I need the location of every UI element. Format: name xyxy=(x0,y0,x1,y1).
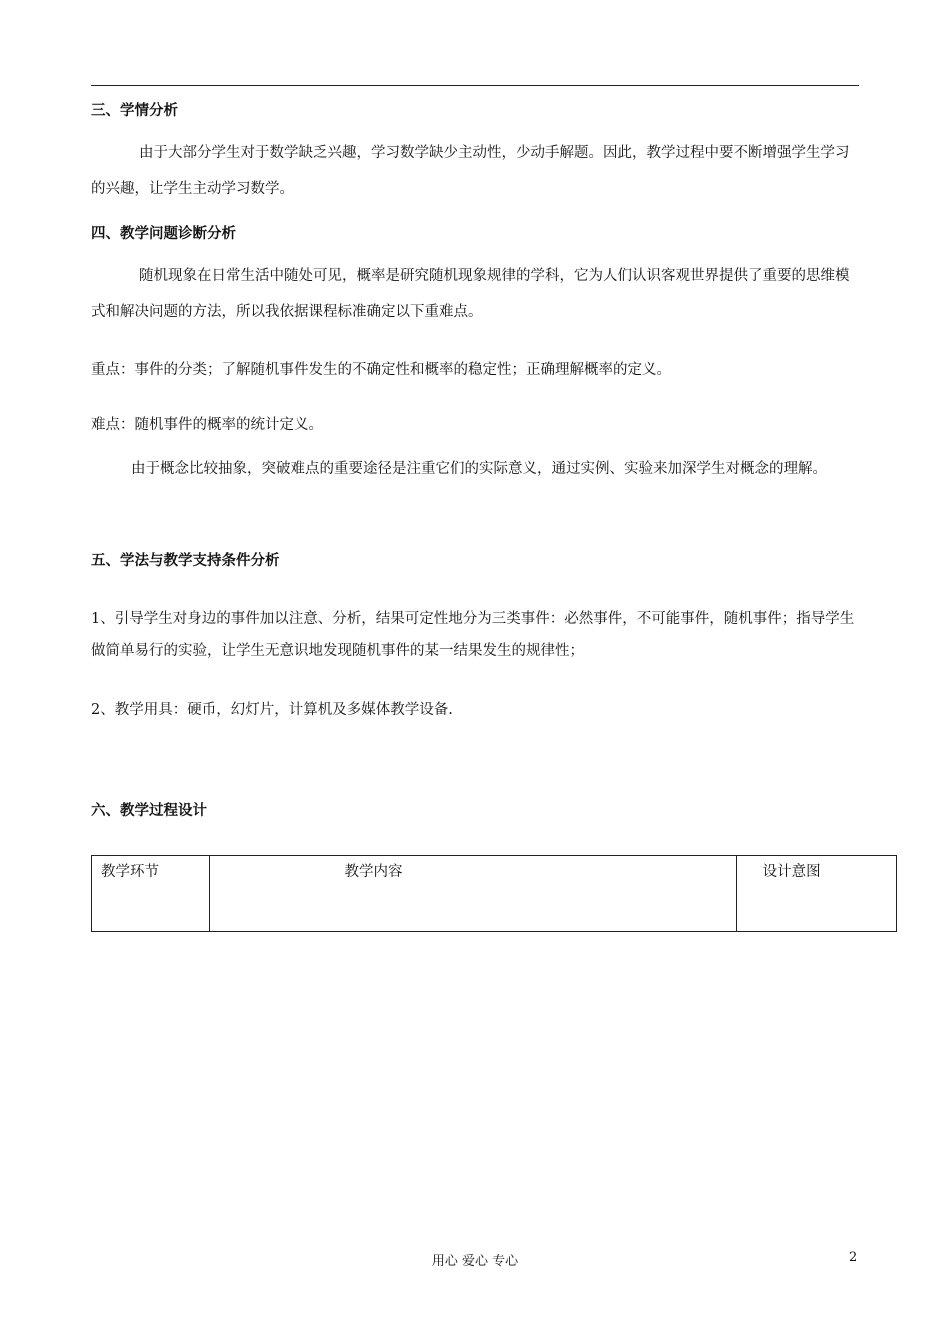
table-header-cell: 教学内容 xyxy=(209,856,736,932)
header-rule xyxy=(91,85,859,86)
process-design-table xyxy=(91,855,897,932)
table-header-row xyxy=(92,856,897,932)
section-3-paragraph: 由于大部分学生对于数学缺乏兴趣，学习数学缺少主动性，少动手解题。因此，教学过程中要不断增强学生学习的兴趣，让学生主动学习数学。 xyxy=(91,145,850,197)
section-5-item-2: 2、教学用具：硬币，幻灯片，计算机及多媒体教学设备. xyxy=(91,702,453,718)
difficulty-text: 难点：随机事件的概率的统计定义。 xyxy=(91,417,323,433)
section-3-heading: 三、学情分析 xyxy=(91,103,178,119)
section-4-heading: 四、教学问题诊断分析 xyxy=(91,226,236,242)
section-5-item-1: 1、引导学生对身边的事件加以注意、分析，结果可定性地分为三类事件：必然事件，不可能事件，随机事件；指导学生做简单易行的实验，让学生无意识地发现随机事件的某一结果发生的规律性； xyxy=(91,611,855,659)
section-4-paragraph-2: 由于概念比较抽象，突破难点的重要途径是注重它们的实际意义，通过实例、实验来加深学生对概念的理解。 xyxy=(131,461,827,477)
key-point-text: 重点：事件的分类；了解随机事件发生的不确定性和概率的稳定性；正确理解概率的定义。 xyxy=(91,362,671,378)
page-number: 2 xyxy=(849,1250,858,1265)
section-6-heading: 六、教学过程设计 xyxy=(91,803,207,819)
table-header-cell: 设计意图 xyxy=(736,856,896,932)
section-4-paragraph: 随机现象在日常生活中随处可见，概率是研究随机现象规律的学科，它为人们认识客观世界提供了重要的思维模式和解决问题的方法，所以我依据课程标准确定以下重难点。 xyxy=(91,268,850,320)
footer-motto: 用心 爱心 专心 xyxy=(431,1254,519,1269)
section-5-heading: 五、学法与教学支持条件分析 xyxy=(91,553,280,569)
table-header-cell: 教学环节 xyxy=(92,856,210,932)
